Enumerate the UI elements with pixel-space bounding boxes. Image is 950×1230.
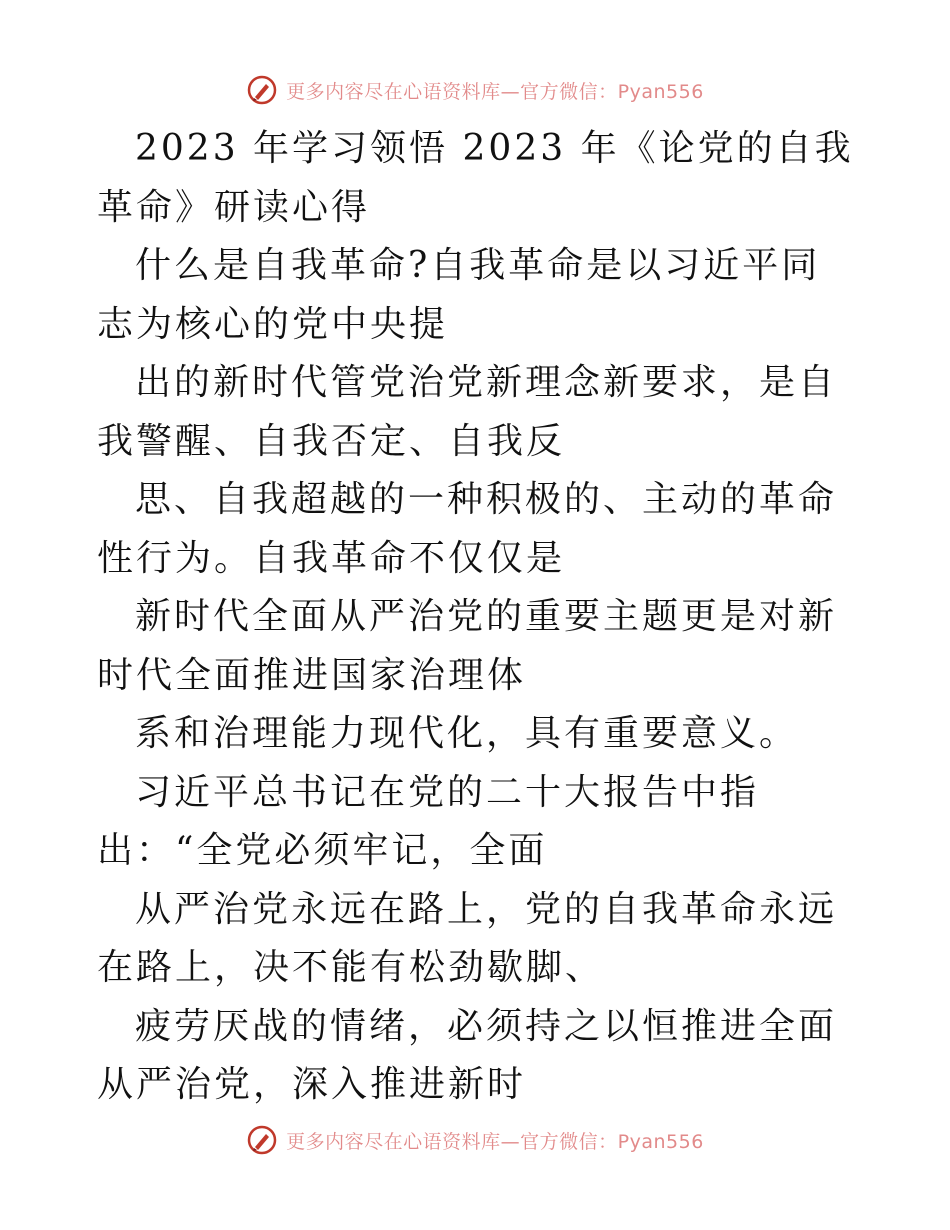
header-watermark — [0, 70, 950, 110]
paragraph: 从严治党永远在路上，党的自我革命永远在路上，决不能有松劲歇脚、 — [97, 888, 838, 988]
pen-logo-icon — [246, 1124, 278, 1156]
watermark-text: 更多内容尽在心语资料库—官方微信：Pyan556 — [286, 80, 704, 103]
paragraph: 出的新时代管党治党新理念新要求，是自我警醒、自我否定、自我反 — [97, 362, 838, 462]
paragraph: 习近平总书记在党的二十大报告中指出：“全党必须牢记，全面 — [97, 771, 760, 871]
watermark-text: 更多内容尽在心语资料库—官方微信：Pyan556 — [286, 1130, 704, 1153]
paragraph: 什么是自我革命?自我革命是以习近平同志为核心的党中央提 — [97, 245, 821, 345]
paragraph: 系和治理能力现代化，具有重要意义。 — [135, 713, 799, 754]
paragraph: 疲劳厌战的情绪，必须持之以恒推进全面从严治党，深入推进新时 — [97, 1005, 838, 1105]
paragraph: 思、自我超越的一种积极的、主动的革命性行为。自我革命不仅仅是 — [97, 479, 838, 579]
paragraph: 新时代全面从严治党的重要主题更是对新时代全面推进国家治理体 — [97, 596, 838, 696]
document-body — [97, 120, 857, 1115]
pen-logo-icon — [246, 74, 278, 106]
footer-watermark — [0, 1120, 950, 1160]
document-title: 2023 年学习领悟 2023 年《论党的自我革命》研读心得 — [97, 128, 854, 228]
